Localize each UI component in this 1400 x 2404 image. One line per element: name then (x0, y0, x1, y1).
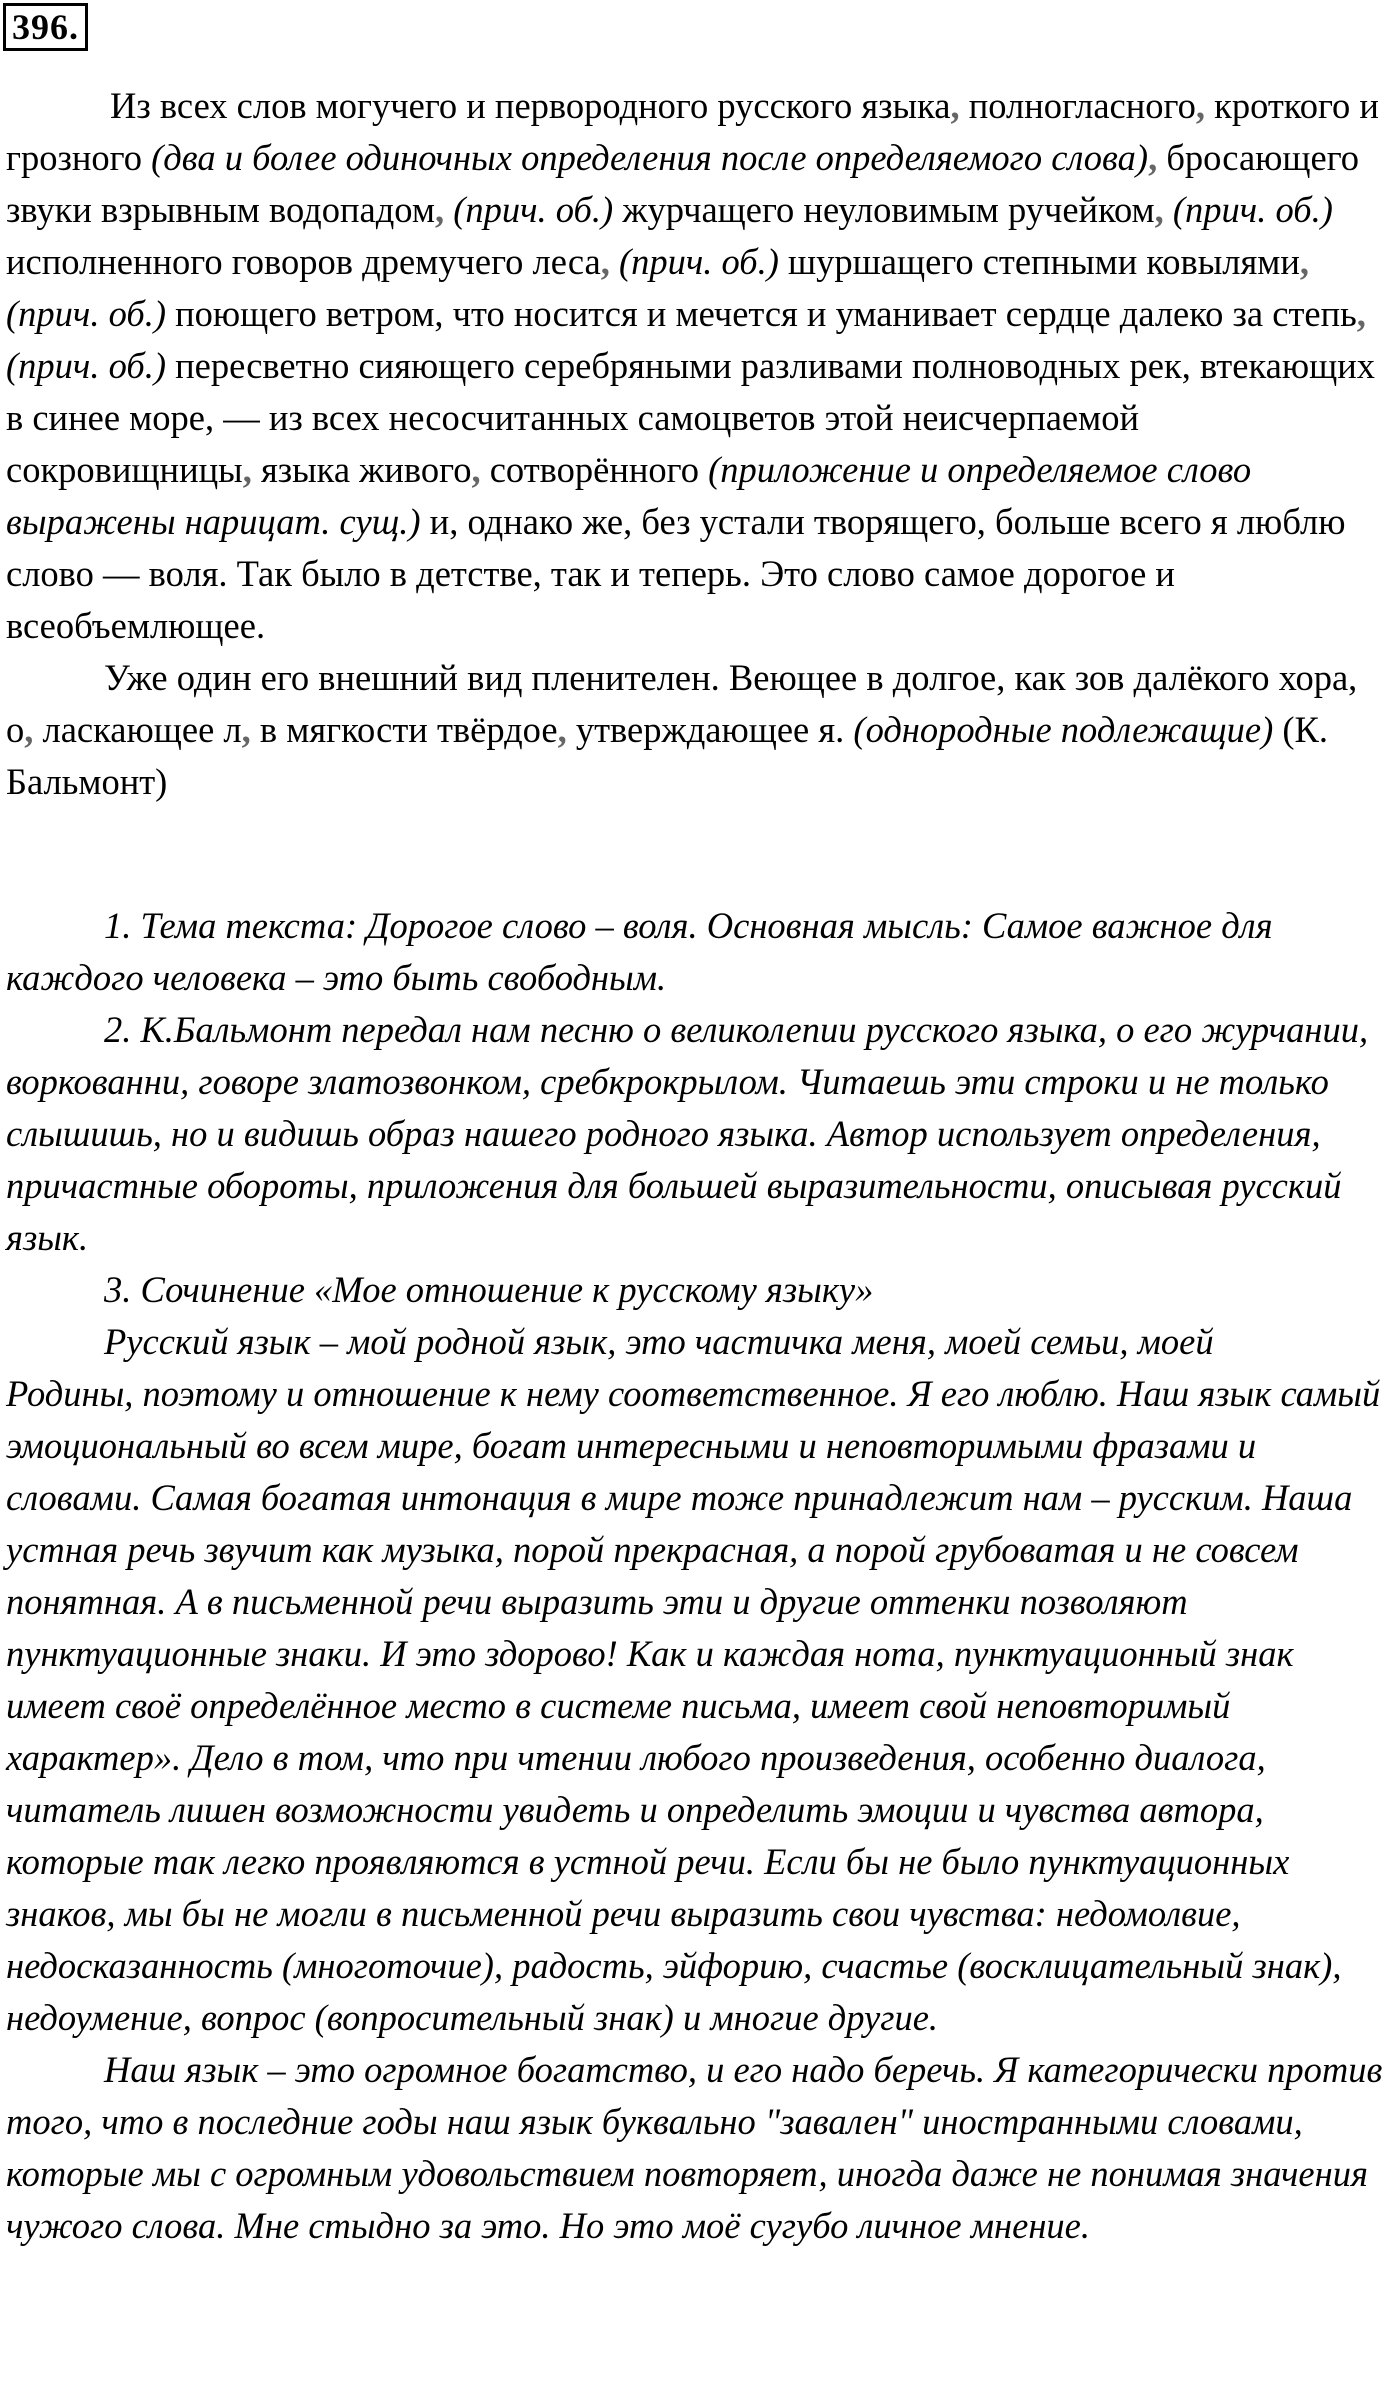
inserted-comma: , (434, 189, 445, 230)
text-segment: исполненного говоров дремучего леса (6, 241, 601, 282)
text-segment: в мягкости твёрдое (250, 709, 558, 750)
exercise-text (6, 80, 1390, 808)
exercise-paragraph-1 (6, 80, 1390, 652)
grammar-note: (прич. об.) (453, 189, 614, 230)
answer-item-1: 1. Тема текста: Дорогое слово – воля. Основная мысль: Самое важное для каждого человека – это быть свободным. (6, 905, 1273, 998)
text-segment: Уже один его внешний вид пленителен. Веющее в долгое, как зов далёкого хора, о (6, 657, 1358, 750)
inserted-comma: , (242, 449, 252, 490)
inserted-comma: , (1154, 189, 1164, 230)
inserted-comma: , (1299, 241, 1310, 282)
author-attribution: (К. Бальмонт) (6, 709, 1329, 802)
text-segment: ласкающее л (33, 709, 242, 750)
grammar-note: (прич. об.) (1172, 189, 1333, 230)
text-segment: пересветно сияющего серебряными разливами полноводных рек, втекающих в синее море, — из всех несосчитанных самоцветов этой неисчерпаемой сокровищницы (6, 345, 1375, 490)
answer-block (6, 900, 1390, 2252)
essay-paragraph-1: Родины, поэтому и отношение к нему соответственное. Я его люблю. Наш язык самый эмоциональный во всем мире, богат интересными и неповторимыми фразами и словами. Самая богатая интонация в мире тоже принадлежит нам – русским. Наша устная речь звучит как музыка, порой прекрасная, а порой грубоватая и не совсем понятная. А в письменной речи выразить эти и другие оттенки позволяют пунктуационные знаки. И это здорово! Как и каждая нота, пунктуационный знак имеет своё определённое место в системе письма, имеет свой неповторимый характер». Дело в том, что при чтении любого произведения, особенно диалога, читатель лишен возможности увидеть и определить эмоции и чувства автора, которые так легко проявляются в устной речи. Если бы не было пунктуационных знаков, мы бы не могли в письменной речи выразить свои чувства: недомолвие, недосказанность (многоточие), радость, эйфорию, счастье (восклицательный знак), недоумение, вопрос (вопросительный знак) и многие другие. (6, 1373, 1381, 2038)
exercise-paragraph-2 (6, 652, 1390, 808)
text-segment: Из всех слов могучего и первородного русского языка (110, 85, 951, 126)
text-segment: утверждающее я. (566, 709, 854, 750)
answer-item-3-title: 3. Сочинение «Мое отношение к русскому языку» (104, 1269, 874, 1310)
answer-item-2: 2. К.Бальмонт передал нам песню о великолепии русского языка, о его журчании, воркованни, говоре златозвонком, сребкрокрылом. Читаешь эти строки и не только слышишь, но и видишь образ нашего родного языка. Автор использует определения, причастные обороты, приложения для большей выразительности, описывая русский язык. (6, 1009, 1369, 1258)
text-segment: полногласного (959, 85, 1196, 126)
grammar-note: (приложение и определяемое слово выражены нарицат. сущ.) (6, 449, 1252, 542)
inserted-comma: , (241, 709, 251, 750)
text-segment: бросающего звуки взрывным водопадом (6, 137, 1360, 230)
text-segment: шуршащего степными ковылями (778, 241, 1300, 282)
inserted-comma: , (1356, 293, 1366, 334)
text-segment (444, 189, 453, 230)
text-segment: и, однако же, без устали творящего, больше всего я люблю слово — воля. Так было в детстве, так и теперь. Это слово самое дорогое и всеобъемлющее. (6, 501, 1346, 646)
inserted-comma: , (950, 85, 960, 126)
essay-paragraph-2: Наш язык – это огромное богатство, и его надо беречь. Я категорически против того, что в последние годы наш язык буквально "завален" иностранными словами, которые мы с огромным удовольствием повторяет, иногда даже не понимая значения чужого слова. Мне стыдно за это. Но это моё сугубо личное мнение. (6, 2049, 1383, 2246)
inserted-comma: , (600, 241, 610, 282)
text-segment (1164, 189, 1173, 230)
inserted-comma: , (1148, 137, 1158, 178)
grammar-note: (прич. об.) (6, 345, 166, 386)
exercise-number: 396. (3, 3, 88, 51)
grammar-note: (прич. об.) (6, 293, 166, 334)
grammar-note: (однородные подлежащие) (853, 709, 1274, 750)
text-segment: сотворённого (480, 449, 709, 490)
inserted-comma: , (557, 709, 567, 750)
text-segment: кроткого и грозного (6, 85, 1379, 178)
inserted-comma: , (24, 709, 34, 750)
text-segment: поющего ветром, что носится и мечется и уманивает сердце далеко за степь (165, 293, 1357, 334)
text-segment: языка живого (251, 449, 472, 490)
text-segment (610, 241, 619, 282)
text-segment: журчащего неуловимым ручейком (613, 189, 1155, 230)
grammar-note: (прич. об.) (618, 241, 779, 282)
inserted-comma: , (1195, 85, 1205, 126)
essay-paragraph-1-first-line: Русский язык – мой родной язык, это частичка меня, моей семьи, моей (104, 1321, 1214, 1362)
inserted-comma: , (471, 449, 481, 490)
grammar-note: (два и более одиночных определения после определяемого слова) (151, 137, 1149, 178)
